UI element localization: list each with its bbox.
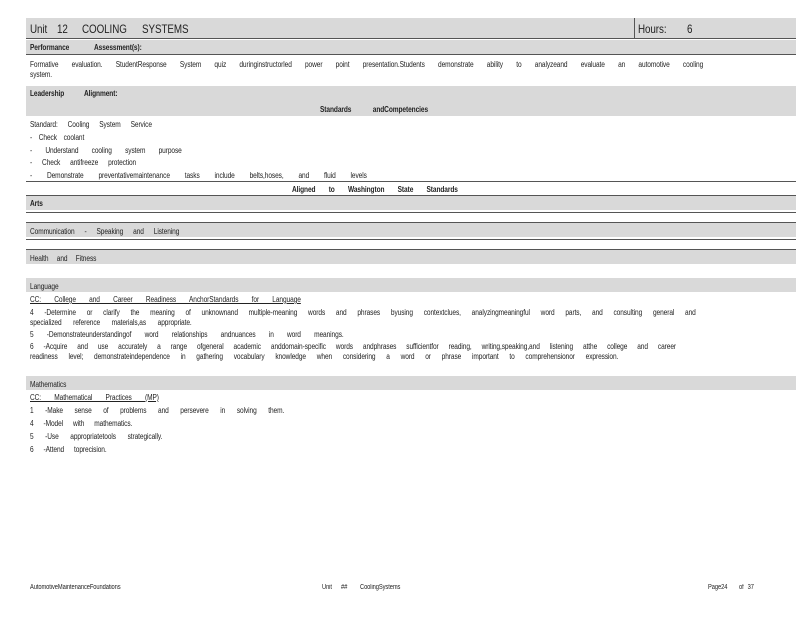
hours-value: 6 [687, 22, 693, 36]
language-line: readiness level; demonstrateindependence in gathering vocabulary knowledge when considering a word or phrase important to comprehensionor expression. [30, 352, 619, 361]
standards-line: - Check antifreeze protection [30, 158, 137, 167]
mathematics-line: 6 -Attend toprecision. [30, 445, 107, 454]
language-line: 4 -Determine or clarify the meaning of unknownand multiple-meaning words and phrases byusing contextclues, analyzingmeaningful word parts, and consulting general and [30, 308, 696, 317]
mathematics-label: Mathematics [30, 380, 67, 389]
health-label: Health and Fitness [30, 254, 97, 263]
performance-label: Performance [30, 43, 70, 52]
arts-label: Arts [30, 199, 43, 208]
language-line: 6 -Acquire and use accurately a range ofgeneral academic anddomain-specific words andphrases sufficientfor reading, writing,speaking,and listening atthe college and career [30, 342, 676, 351]
unit-number: 12 [57, 22, 68, 36]
alignment-label: Alignment: [84, 89, 118, 98]
aligned-top-rule [26, 181, 796, 182]
mathematics-cc-heading: CC: Mathematical Practices (MP) [30, 393, 159, 402]
footer-page-total: of 37 [739, 584, 754, 591]
header-rule [26, 38, 796, 39]
mathematics-line: 1 -Make sense of problems and persevere in solving them. [30, 406, 285, 415]
mathematics-line: 4 -Model with mathematics. [30, 419, 133, 428]
communication-label: Communication - Speaking and Listening [30, 227, 180, 236]
mathematics-line: 5 -Use appropriatetools strategically. [30, 432, 163, 441]
language-line: 5 -Demonstrateunderstandingof word relationships andnuances in word meanings. [30, 330, 344, 339]
footer-page-number: Page24 [708, 584, 728, 591]
mathematics-section-bar [26, 376, 796, 390]
language-line: specialized reference materials,as appropriate. [30, 318, 192, 327]
performance-text-line-1: Formative evaluation. StudentResponse System quiz duringinstructorled power point presentation.Students demonstrate ability to analyzeand evaluate an automotive cooling [30, 60, 704, 69]
footer-course-name: AutomotiveMaintenanceFoundations [30, 584, 121, 591]
health-section-bar [26, 250, 796, 264]
unit-title-word-2: SYSTEMS [142, 22, 189, 36]
hours-divider [634, 18, 635, 38]
performance-text-line-2: system. [30, 70, 53, 79]
language-cc-heading: CC: College and Career Readiness AnchorStandards for Language [30, 295, 301, 304]
hours-label: Hours: [638, 22, 667, 36]
unit-label: Unit [30, 22, 48, 36]
arts-section-bar [26, 196, 796, 210]
performance-rule [26, 54, 796, 55]
standards-line: Standard: Cooling System Service [30, 120, 152, 129]
arts-bottom-rule [26, 212, 796, 213]
footer-unit-title: CoolingSystems [360, 584, 401, 591]
unit-title-word-1: COOLING [82, 22, 127, 36]
communication-bottom-rule [26, 239, 796, 240]
standards-line: - Understand cooling system purpose [30, 146, 182, 155]
standards-heading: Standards andCompetencies [320, 105, 429, 114]
footer-unit-label: Unit [322, 584, 332, 591]
leadership-label: Leadership [30, 89, 65, 98]
footer-unit-number: ## [341, 584, 348, 591]
language-section-bar [26, 278, 796, 292]
standards-line: - Check coolant [30, 133, 85, 142]
standards-line: - Demonstrate preventativemaintenance tasks include belts,hoses, and fluid levels [30, 171, 367, 180]
aligned-heading: Aligned to Washington State Standards [292, 185, 458, 194]
language-label: Language [30, 282, 59, 291]
assessment-label: Assessment(s): [94, 43, 142, 52]
